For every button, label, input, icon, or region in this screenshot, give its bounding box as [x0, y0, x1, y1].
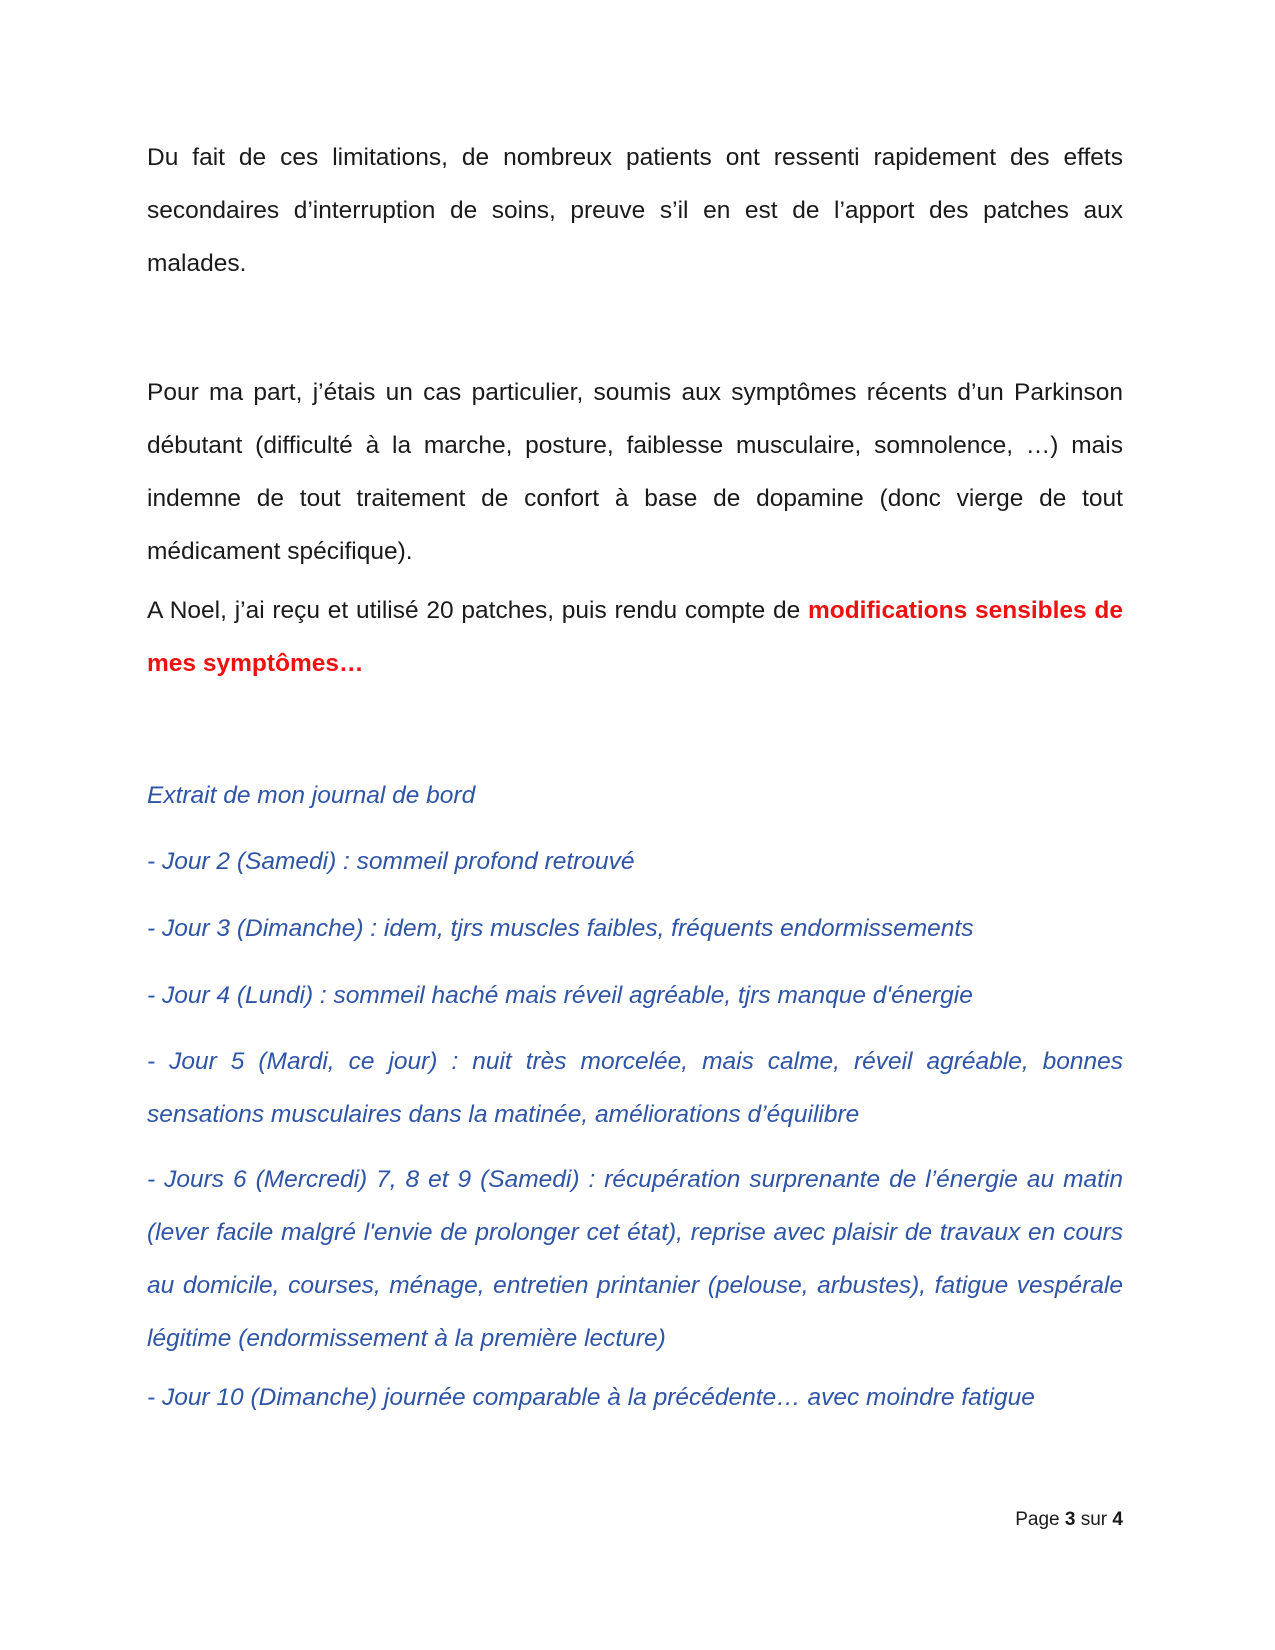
symptom-changes-highlight: modifications sensibles de mes symptômes… — [147, 597, 1123, 677]
journal-entry-day-4: - Jour 4 (Lundi) : sommeil haché mais réveil agréable, tjrs manque d'énergie — [147, 982, 973, 1009]
journal-entry-day-10: - Jour 10 (Dimanche) journée comparable à la précédente… avec moindre fatigue — [147, 1384, 1035, 1411]
page-number-footer — [1015, 1508, 1123, 1532]
journal-entry-day-5: - Jour 5 (Mardi, ce jour) : nuit très morcelée, mais calme, réveil agréable, bonnes sensations musculaires dans la matinée, améliorations d’équilibre — [147, 1048, 1123, 1128]
journal-entry-day-2: - Jour 2 (Samedi) : sommeil profond retrouvé — [147, 848, 635, 875]
current-page-number: 3 — [1064, 1509, 1076, 1530]
document-page — [147, 0, 1123, 1650]
paragraph-noel-text: A Noel, j’ai reçu et utilisé 20 patches, puis rendu compte de — [147, 597, 808, 624]
journal-entry-day-3: - Jour 3 (Dimanche) : idem, tjrs muscles faibles, fréquents endormissements — [147, 915, 974, 942]
paragraph-noel — [147, 584, 1123, 690]
page-label: Page — [1015, 1509, 1060, 1530]
paragraph-personal-case: Pour ma part, j’étais un cas particulier, soumis aux symptômes récents d’un Parkinson débutant (difficulté à la marche, posture, faiblesse musculaire, somnolence, …) mais indemne de tout traitement de confort à base de dopamine (donc vierge de tout médicament spécifique). — [147, 379, 1123, 565]
total-pages-number: 4 — [1112, 1509, 1123, 1530]
journal-title: Extrait de mon journal de bord — [147, 782, 476, 809]
paragraph-limitations: Du fait de ces limitations, de nombreux patients ont ressenti rapidement des effets secondaires d’interruption de soins, preuve s’il en est de l’apport des patches aux malades. — [147, 144, 1123, 277]
of-label: sur — [1080, 1509, 1108, 1530]
journal-entry-days-6-9: - Jours 6 (Mercredi) 7, 8 et 9 (Samedi) : récupération surprenante de l’énergie au matin (lever facile malgré l'envie de prolonger cet état), reprise avec plaisir de travaux en cours au domicile, courses, ménage, entretien printanier (pelouse, arbustes), fatigue vespérale légitime (endormissement à la première lecture) — [147, 1166, 1123, 1352]
